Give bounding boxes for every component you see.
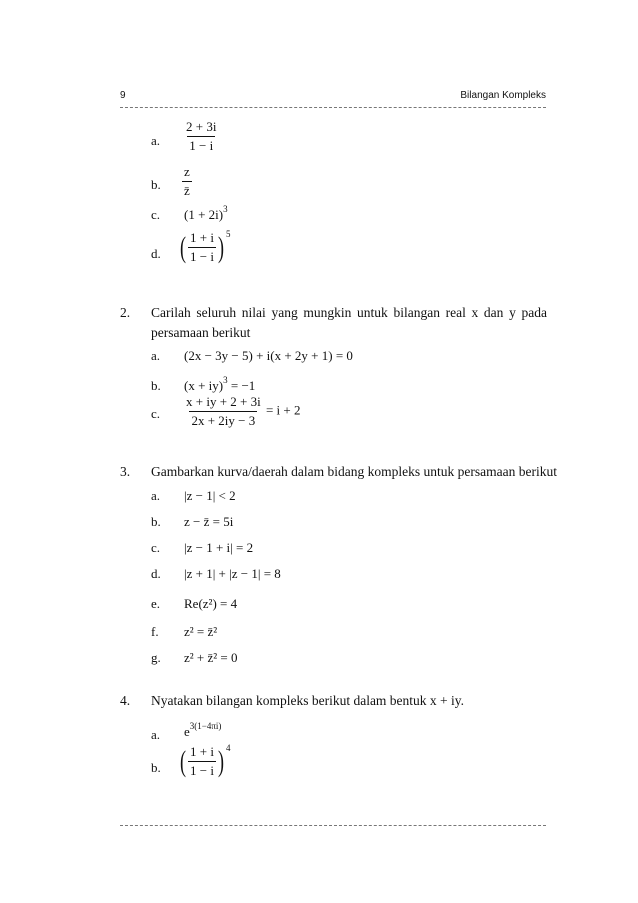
equation: Re(z²) = 4 xyxy=(184,596,238,611)
exponent: 3(1−4πi) xyxy=(189,721,222,731)
numerator: 1 + i xyxy=(190,230,214,245)
problem-number: 4. xyxy=(120,693,131,708)
left-paren: ( xyxy=(180,230,186,264)
base: (x + iy) xyxy=(184,378,224,393)
left-paren: ( xyxy=(180,744,186,778)
problem-text: Carilah seluruh nilai yang mungkin untuk bilangan real x dan y pada xyxy=(151,305,547,320)
exponential-expression xyxy=(184,721,222,740)
item-label: d. xyxy=(151,246,161,261)
item-label: g. xyxy=(151,650,161,665)
item-label: c. xyxy=(151,207,161,222)
item-label: f. xyxy=(151,624,159,639)
power-expression xyxy=(184,204,228,223)
equation: |z − 1 + i| = 2 xyxy=(184,540,254,555)
running-title: Bilangan Kompleks xyxy=(460,90,546,101)
exponent: 4 xyxy=(225,742,231,753)
item-label: d. xyxy=(151,566,161,581)
equation: |z + 1| + |z − 1| = 8 xyxy=(184,566,281,581)
denominator: z̄ xyxy=(184,183,190,198)
power-fraction-expression xyxy=(178,744,230,779)
footer-rule xyxy=(120,825,546,826)
item-label: a. xyxy=(151,133,161,148)
header-rule xyxy=(120,107,546,108)
problem-number: 3. xyxy=(120,464,131,479)
item-label: b. xyxy=(151,760,161,775)
equation: (2x − 3y − 5) + i(x + 2y + 1) = 0 xyxy=(184,348,353,363)
numerator: 1 + i xyxy=(190,744,214,759)
denominator: 1 − i xyxy=(190,249,214,264)
exponent: 3 xyxy=(223,204,228,214)
numerator: z xyxy=(184,164,190,179)
item-label: e. xyxy=(151,596,161,611)
rhs: = −1 xyxy=(227,378,256,393)
denominator: 1 − i xyxy=(189,138,214,153)
problem-text: Gambarkan kurva/daerah dalam bidang kompleks untuk persamaan berikut xyxy=(151,464,557,479)
numerator: x + iy + 2 + 3i xyxy=(186,394,261,409)
numerator: 2 + 3i xyxy=(186,119,217,134)
right-paren: ) xyxy=(217,744,224,778)
item-label: c. xyxy=(151,406,161,421)
exponent: 5 xyxy=(225,228,231,239)
equation: |z − 1| < 2 xyxy=(184,488,236,503)
problem-text: persamaan berikut xyxy=(151,325,251,340)
fraction-expression xyxy=(182,164,192,199)
fraction-expression xyxy=(184,119,218,154)
item-label: a. xyxy=(151,488,161,503)
exponent: 3 xyxy=(223,375,228,385)
item-label: b. xyxy=(151,177,161,192)
equation: z² + z̄² = 0 xyxy=(184,650,238,665)
item-label: b. xyxy=(151,378,161,393)
problem-number: 2. xyxy=(120,305,131,320)
equation: z² = z̄² xyxy=(184,624,218,639)
equation xyxy=(184,394,301,429)
rhs: = i + 2 xyxy=(262,402,301,418)
problem-text: Nyatakan bilangan kompleks berikut dalam bentuk x + iy. xyxy=(151,693,465,708)
item-label: c. xyxy=(151,540,161,555)
item-label: a. xyxy=(151,348,161,363)
denominator: 1 − i xyxy=(190,763,214,778)
denominator: 2x + 2iy − 3 xyxy=(191,413,256,428)
power-fraction-expression xyxy=(178,230,230,265)
page-number: 9 xyxy=(120,90,126,101)
equation xyxy=(184,375,256,394)
item-label: b. xyxy=(151,514,161,529)
right-paren: ) xyxy=(217,230,224,264)
equation: z − z̄ = 5i xyxy=(184,514,234,529)
base: e xyxy=(184,724,190,739)
base: (1 + 2i) xyxy=(184,207,224,222)
item-label: a. xyxy=(151,727,161,742)
